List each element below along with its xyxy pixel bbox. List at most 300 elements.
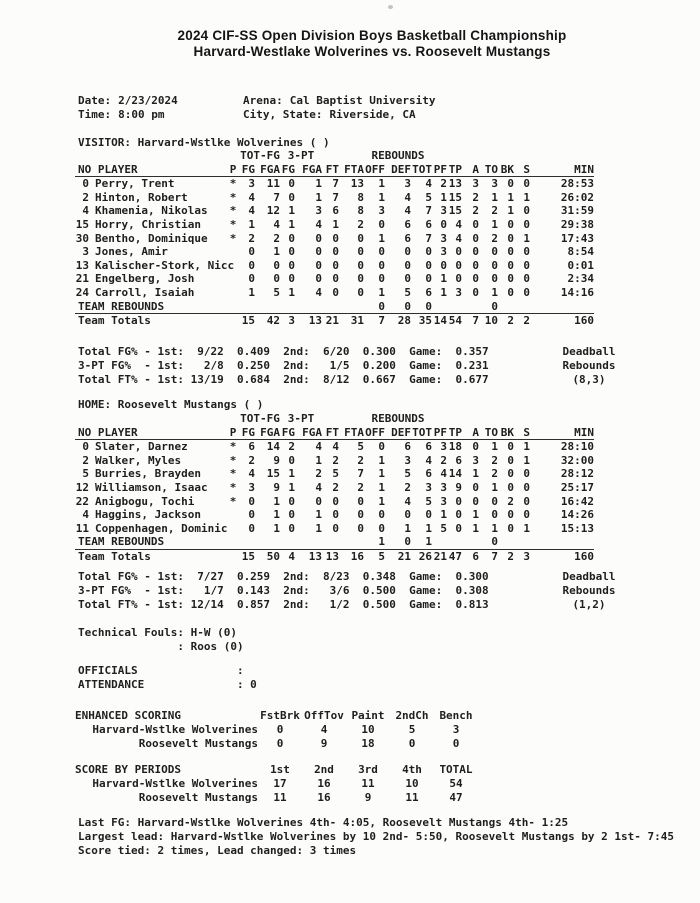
cell-a: 0	[472, 231, 480, 245]
group-header-cell: 3-PT	[287, 149, 315, 162]
title-line2: Harvard-Westlake Wolverines vs. Roosevelt Mustangs	[193, 44, 551, 59]
cell-fta: 31	[350, 314, 364, 328]
cell-s: 0	[523, 245, 531, 259]
cell-a: 3	[472, 177, 480, 191]
cell-min: 8:54	[567, 245, 595, 259]
title-line1: 2024 CIF-SS Open Division Boys Basketball Championship	[177, 28, 567, 43]
cell-p: *	[229, 480, 237, 494]
player-row	[75, 440, 594, 454]
cell-player: Walker, Myles	[95, 453, 182, 467]
cell-p	[226, 286, 240, 300]
rebounds-word: Rebounds	[562, 584, 616, 597]
cell-fta: 8	[357, 190, 364, 204]
cell-player: Anigbogu, Tochi	[95, 494, 195, 508]
cell-fg: 15	[241, 314, 255, 328]
value-cell: 11	[405, 790, 419, 804]
cell-tp: 3	[455, 285, 463, 299]
cell-no: 0	[82, 177, 89, 191]
cell-ft: 0	[332, 521, 339, 535]
cell-bk: 2	[507, 314, 515, 328]
group-header-cell: REBOUNDS	[371, 412, 425, 425]
cell-fg: 2	[248, 453, 255, 467]
cell-a: 0	[472, 440, 480, 454]
cell-to: 0	[491, 245, 499, 259]
cell-fga3: 1	[315, 508, 322, 522]
last-fg-line: Last FG: Harvard-Wstlke Wolverines 4th- 4:05, Roosevelt Mustangs 4th- 1:25	[78, 816, 569, 829]
periods-table	[75, 763, 478, 804]
cell-tp: 47	[448, 549, 463, 563]
mini-col-header-3rd: 3rd	[358, 763, 378, 776]
col-header-min: MIN	[530, 426, 594, 440]
cell-fta: 0	[357, 508, 364, 522]
player-row	[75, 286, 594, 300]
cell-tot: 0	[425, 508, 433, 522]
mini-col-header-total: TOTAL	[439, 763, 473, 776]
visitor-shooting-pct	[78, 345, 489, 387]
cell-def: 0	[404, 245, 411, 259]
cell-ft: 0	[332, 245, 339, 259]
cell-fg: 1	[248, 285, 255, 299]
visitor-deadball-rebounds	[552, 345, 626, 387]
cell-fg: 4	[248, 204, 255, 218]
mini-col-header-bench: Bench	[439, 709, 473, 722]
cell-fga3: 0	[315, 272, 322, 286]
scan-artifact	[388, 5, 393, 9]
cell-to: 1	[491, 480, 499, 494]
cell-fta: 0	[357, 285, 364, 299]
cell-fga: 4	[273, 217, 280, 231]
cell-ft: 0	[332, 494, 339, 508]
cell-bk: 1	[507, 204, 515, 218]
cell-off: 1	[378, 467, 385, 481]
cell-s	[514, 535, 530, 549]
time-line	[78, 108, 243, 122]
cell-min: 26:02	[560, 190, 595, 204]
cell-a: 1	[472, 508, 480, 522]
group-header-cell	[226, 412, 240, 426]
cell-fga: 2	[273, 231, 280, 245]
col-header-to: TO	[479, 163, 498, 177]
col-header-to: TO	[479, 426, 498, 440]
cell-bk	[498, 300, 514, 314]
cell-pf: 3	[440, 245, 448, 259]
team-rebounds-row	[75, 300, 594, 314]
value-cell: 0	[276, 736, 284, 750]
player-row	[75, 204, 594, 218]
cell-to: 1	[491, 217, 499, 231]
cell-fta: 0	[357, 521, 364, 535]
cell-to: 0	[491, 258, 499, 272]
cell-def: 3	[404, 453, 411, 467]
cell-fga: 5	[273, 285, 280, 299]
home-shooting-pct	[78, 570, 489, 612]
attendance-line: ATTENDANCE : 0	[78, 678, 257, 691]
value-cell: 11	[361, 776, 375, 790]
cell-fg: 0	[248, 521, 255, 535]
cell-min: 17:43	[560, 231, 595, 245]
cell-bk: 1	[507, 190, 515, 204]
cell-p: *	[229, 494, 237, 508]
cell-fg3: 0	[288, 177, 295, 191]
cell-fta: 2	[357, 453, 364, 467]
cell-fg: 3	[248, 177, 255, 191]
player-row	[75, 218, 594, 232]
value-cell: 17	[273, 776, 287, 790]
cell-fg3: 0	[288, 258, 295, 272]
cell-fg3	[280, 300, 295, 314]
cell-off: 1	[378, 494, 385, 508]
cell-fg: 1	[248, 217, 255, 231]
cell-s: 2	[523, 314, 531, 328]
col-header-fg: FG	[241, 425, 255, 439]
col-header-s: S	[514, 426, 530, 440]
mini-col-header-1st: 1st	[270, 763, 290, 776]
cell-pf: 3	[440, 494, 448, 508]
col-header-ft: FT	[322, 426, 339, 440]
col-header-fg: FG	[241, 162, 255, 176]
cell-no: 3	[82, 245, 89, 259]
cell-pf: 0	[440, 258, 448, 272]
cell-s: 0	[523, 285, 531, 299]
cell-to: 2	[491, 453, 499, 467]
mini-col-header-fstbrk: FstBrk	[260, 709, 300, 722]
game-info	[78, 94, 435, 122]
cell-fg: 0	[248, 508, 255, 522]
cell-s: 3	[523, 549, 531, 563]
cell-fga: 15	[266, 467, 280, 481]
home-stats	[75, 412, 594, 564]
cell-p	[226, 508, 240, 522]
cell-pf: 2	[440, 177, 448, 191]
cell-to: 1	[491, 285, 499, 299]
cell-fga3: 1	[315, 521, 322, 535]
cell-no: 15	[75, 217, 89, 231]
cell-tot: 3	[425, 480, 433, 494]
cell-to: 3	[491, 177, 499, 191]
cell-off: 7	[378, 314, 385, 328]
city-label: City, State:	[243, 108, 323, 121]
value-cell: 18	[361, 736, 375, 750]
cell-no: 0	[82, 440, 89, 454]
cell-fg3: 4	[288, 549, 295, 563]
cell-player: Engelberg, Josh	[95, 272, 195, 286]
enhanced-team-row	[75, 723, 478, 737]
cell-player: Coppenhagen, Dominic	[95, 521, 228, 535]
cell-off: 0	[378, 440, 385, 454]
cell-player: Jones, Amir	[95, 245, 168, 259]
score-tied-line: Score tied: 2 times, Lead changed: 3 times	[78, 844, 357, 857]
cell-min: 32:00	[560, 453, 595, 467]
cell-bk: 0	[507, 272, 515, 286]
cell-tot: 7	[425, 204, 433, 218]
cell-p	[226, 245, 240, 259]
visitor-heading: VISITOR: Harvard-Wstlke Wolverines ( )	[78, 136, 330, 149]
cell-s: 0	[523, 480, 531, 494]
cell-tot: 4	[425, 177, 433, 191]
cell-p: *	[229, 231, 237, 245]
cell-def: 1	[404, 521, 411, 535]
cell-fta: 0	[357, 494, 364, 508]
cell-fg: 3	[248, 480, 255, 494]
cell-def: 5	[404, 467, 411, 481]
col-header-bk: BK	[498, 426, 514, 440]
cell-min: 29:38	[560, 217, 595, 231]
cell-fga: 9	[273, 480, 280, 494]
stat-header-row	[75, 426, 594, 440]
cell-fga: 9	[273, 453, 280, 467]
deadball-counts: (1,2)	[572, 598, 606, 611]
team-totals-label: Team Totals	[78, 314, 151, 328]
cell-tot: 6	[425, 467, 433, 481]
cell-fg3: 1	[288, 467, 295, 481]
col-header-pf: PF	[433, 425, 448, 439]
largest-lead-line: Largest lead: Harvard-Wstlke Wolverines by 10 2nd- 5:50, Roosevelt Mustangs by 2 1st- 7:45	[78, 830, 675, 843]
col-header-min: MIN	[530, 163, 594, 177]
col-header-tp: TP	[448, 425, 463, 439]
cell-fta	[339, 300, 364, 314]
cell-ft: 0	[332, 258, 339, 272]
cell-fta: 16	[350, 549, 364, 563]
cell-fga: 14	[266, 440, 280, 454]
cell-s: 1	[523, 190, 531, 204]
cell-fg: 0	[248, 258, 255, 272]
cell-min: 0:01	[567, 258, 595, 272]
player-row	[75, 245, 594, 259]
col-header-a: A	[462, 426, 479, 440]
technical-fouls-visitor: Technical Fouls: H-W (0)	[78, 626, 237, 639]
value-cell: 54	[449, 776, 463, 790]
cell-pf: 4	[440, 467, 448, 481]
rebounds-word: Rebounds	[562, 359, 616, 372]
player-row	[75, 177, 594, 191]
cell-min: 16:42	[560, 494, 595, 508]
cell-ft	[322, 535, 339, 549]
cell-fg3: 0	[288, 453, 295, 467]
cell-tp: 4	[455, 231, 463, 245]
player-row	[75, 508, 594, 522]
cell-a: 2	[472, 204, 480, 218]
col-header-fta: FTA	[339, 426, 364, 440]
cell-to: 0	[479, 535, 498, 549]
cell-fga	[255, 300, 280, 314]
cell-off: 0	[378, 508, 385, 522]
cell-bk: 0	[507, 480, 515, 494]
cell-s: 0	[523, 494, 531, 508]
cell-fga3: 1	[315, 453, 322, 467]
player-row	[75, 272, 594, 286]
cell-off: 5	[378, 549, 385, 563]
home-stat-table	[75, 412, 594, 564]
col-header-def: DEF	[385, 426, 411, 440]
cell-ft: 6	[332, 204, 339, 218]
cell-fta: 5	[357, 440, 364, 454]
cell-fta	[339, 535, 364, 549]
cell-no: 5	[82, 467, 89, 481]
player-row	[75, 467, 594, 481]
col-header-def: DEF	[385, 163, 411, 177]
cell-off: 0	[378, 245, 385, 259]
cell-tp: 4	[455, 217, 463, 231]
cell-fga3: 1	[315, 190, 322, 204]
cell-def: 0	[404, 258, 411, 272]
cell-fg: 15	[241, 549, 255, 563]
team-name: Harvard-Wstlke Wolverines	[92, 722, 258, 736]
cell-tp: 18	[448, 440, 463, 454]
cell-fg: 0	[248, 494, 255, 508]
pct-line-fg: Total FG% - 1st: 7/27 0.259 2nd: 8/23 0.348 Game: 0.300	[78, 570, 489, 583]
cell-fg3: 0	[288, 508, 295, 522]
mini-col-header-offtov: OffTov	[304, 709, 344, 722]
cell-fg3: 0	[288, 272, 295, 286]
cell-min: 2:34	[567, 272, 595, 286]
cell-to: 2	[491, 231, 499, 245]
visitor-stat-table	[75, 149, 594, 328]
cell-fta: 2	[357, 217, 364, 231]
cell-fta: 0	[357, 231, 364, 245]
pct-line-3pt: 3-PT FG% - 1st: 1/7 0.143 2nd: 3/6 0.500 Game: 0.308	[78, 584, 489, 597]
value-cell: 16	[317, 790, 331, 804]
cell-pf: 1	[440, 272, 448, 286]
cell-tot: 5	[425, 494, 433, 508]
value-cell: 3	[452, 722, 460, 736]
cell-pf: 1	[440, 190, 448, 204]
cell-bk: 0	[507, 453, 515, 467]
cell-fg3: 1	[288, 217, 295, 231]
date-line	[78, 94, 243, 108]
cell-a: 0	[472, 480, 480, 494]
cell-no: 11	[75, 521, 89, 535]
cell-tot: 35	[418, 314, 433, 328]
periods-team-row	[75, 777, 478, 791]
group-header-cell	[226, 149, 240, 163]
game-info-right	[243, 94, 435, 122]
cell-to: 1	[491, 521, 499, 535]
cell-s	[514, 300, 530, 314]
cell-fga3: 4	[315, 480, 322, 494]
mini-col-header-2ndch: 2ndCh	[395, 709, 429, 722]
cell-fg: 2	[248, 231, 255, 245]
city-value: Riverside, CA	[329, 108, 416, 121]
city-line	[243, 108, 435, 122]
cell-ft: 21	[325, 314, 339, 328]
cell-fg: 6	[248, 440, 255, 454]
cell-off: 1	[378, 480, 385, 494]
cell-pf: 2	[440, 453, 448, 467]
cell-a: 7	[472, 314, 480, 328]
cell-fga: 50	[266, 549, 280, 563]
cell-bk: 0	[507, 217, 515, 231]
cell-s: 0	[523, 204, 531, 218]
game-notes	[78, 816, 674, 858]
cell-def: 0	[404, 508, 411, 522]
player-row	[75, 454, 594, 468]
cell-bk	[498, 535, 514, 549]
group-header-cell	[322, 149, 364, 163]
cell-tot: 26	[418, 549, 433, 563]
cell-player: Haggins, Jackson	[95, 508, 201, 522]
cell-tot: 0	[425, 272, 433, 286]
value-cell: 0	[276, 722, 284, 736]
cell-fga: 0	[273, 258, 280, 272]
cell-fga3	[295, 300, 322, 314]
team-name: Roosevelt Mustangs	[138, 736, 258, 750]
cell-off: 1	[364, 535, 385, 549]
mini-col-header-2nd: 2nd	[314, 763, 334, 776]
cell-tot: 1	[425, 521, 433, 535]
cell-fga3: 0	[315, 494, 322, 508]
cell-bk: 0	[507, 508, 515, 522]
value-cell: 16	[317, 776, 331, 790]
cell-tp: 0	[455, 494, 463, 508]
cell-s: 0	[523, 177, 531, 191]
col-header-bk: BK	[498, 163, 514, 177]
cell-no: 4	[82, 508, 89, 522]
cell-tp	[447, 535, 462, 549]
cell-bk: 0	[507, 177, 515, 191]
cell-fg: 0	[248, 245, 255, 259]
cell-tot: 0	[411, 300, 432, 314]
cell-tp: 54	[448, 314, 463, 328]
deadball-word: Deadball	[562, 570, 616, 583]
cell-fg3	[280, 535, 295, 549]
col-header-tot: TOT	[412, 425, 433, 439]
group-header-cell: TOT-FG	[240, 412, 280, 425]
cell-s: 0	[523, 272, 531, 286]
cell-tp: 14	[448, 467, 463, 481]
visitor-stats	[75, 149, 594, 328]
cell-a: 1	[472, 467, 480, 481]
cell-def: 6	[404, 231, 411, 245]
cell-bk: 2	[507, 549, 515, 563]
cell-fg	[240, 300, 255, 314]
col-header-fga3: FGA	[295, 163, 322, 177]
col-header-p: P	[226, 163, 240, 177]
cell-player: Burries, Brayden	[95, 467, 201, 481]
cell-to: 10	[484, 314, 499, 328]
periods-team-row	[75, 791, 478, 805]
cell-s: 1	[523, 453, 531, 467]
cell-s: 0	[523, 258, 531, 272]
cell-fga: 1	[273, 245, 280, 259]
col-header-fga: FGA	[255, 163, 280, 177]
cell-player: Slater, Darnez	[95, 440, 188, 454]
cell-tot: 6	[425, 217, 433, 231]
col-header-fg3: FG	[281, 162, 295, 176]
cell-fga3: 0	[315, 231, 322, 245]
cell-no: 24	[75, 285, 89, 299]
cell-def: 21	[397, 549, 411, 563]
group-header-cell	[432, 149, 530, 163]
cell-no: 12	[75, 480, 89, 494]
periods-title: SCORE BY PERIODS	[75, 763, 181, 776]
cell-fga	[255, 535, 280, 549]
cell-fg3: 0	[288, 245, 295, 259]
cell-to: 2	[491, 467, 499, 481]
team-totals-row	[75, 314, 594, 328]
cell-def: 2	[404, 480, 411, 494]
value-cell: 47	[449, 790, 463, 804]
cell-pf: 0	[440, 217, 448, 231]
cell-fg3: 1	[288, 204, 295, 218]
cell-fta: 2	[357, 480, 364, 494]
cell-min: 14:26	[560, 508, 595, 522]
cell-ft: 2	[332, 453, 339, 467]
officials-line: OFFICIALS :	[78, 664, 244, 677]
team-totals-label: Team Totals	[78, 549, 151, 563]
cell-bk: 0	[507, 231, 515, 245]
cell-fg	[240, 535, 255, 549]
cell-min	[530, 300, 594, 314]
